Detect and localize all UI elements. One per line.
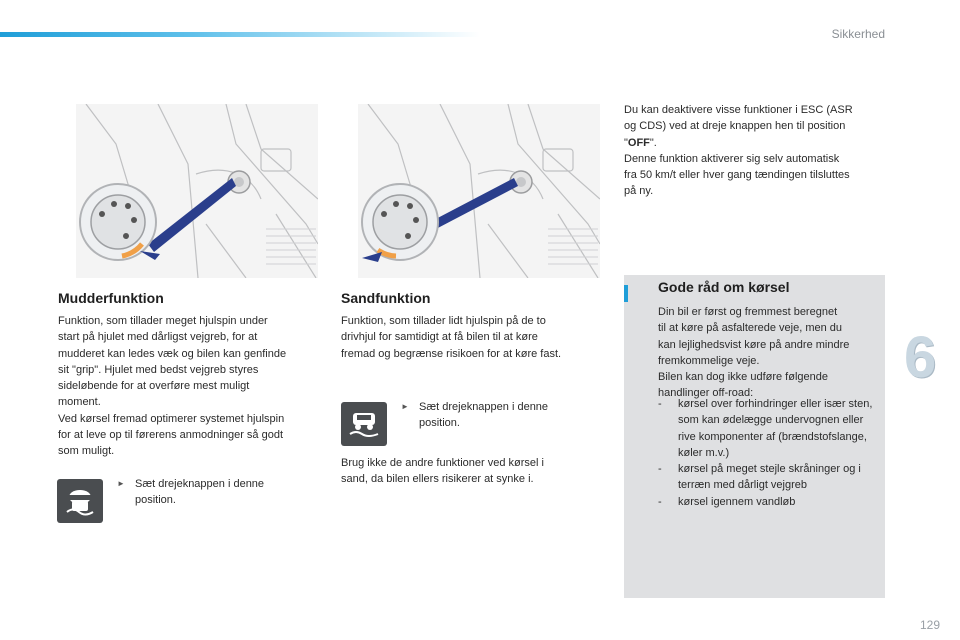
esc-deactivation-text: Du kan deaktivere visse funktioner i ESC (ASR og CDS) ved at dreje knappen hen til position "OFF". Denne funktion aktiverer sig selv automatisk fra 50 km/t eller hver gang tændingen tilsluttes på ny. bbox=[624, 104, 853, 198]
sand-mode-title: Sandfunktion bbox=[341, 290, 431, 306]
header-accent-bar bbox=[0, 32, 480, 37]
driving-advice-box bbox=[624, 275, 885, 598]
sand-mode-icon bbox=[341, 402, 387, 446]
sand-mode-warning: Brug ikke de andre funktioner ved kørsel i sand, da bilen ellers risikerer at synke i. bbox=[341, 457, 544, 486]
mud-mode-icon bbox=[57, 479, 103, 523]
list-item: - kørsel på meget stejle skråninger og i terræn med dårligt vejgreb bbox=[658, 463, 861, 492]
mud-mode-description: Funktion, som tillader meget hjulspin under start på hjulet med dårligst vejgreb, for at mudderet kan ledes væk og bilen kan genfinde sit "grip". Hjulet med bedst vejgreb styres sideløbende for at overføre mest muligt moment. Ved kørsel fremad optimerer systemet hjulspin for at leve op til førerens anmodninger så godt som muligt. bbox=[58, 315, 287, 458]
list-item: - kørsel igennem vandløb bbox=[658, 495, 796, 508]
advice-list bbox=[658, 396, 880, 510]
mud-mode-instruction: ► Sæt drejeknappen i denne position. bbox=[117, 478, 265, 507]
off-position-label: OFF bbox=[627, 136, 650, 149]
illustration-sand-mode bbox=[358, 104, 600, 278]
page-number: 129 bbox=[919, 618, 940, 632]
pointer-icon: ► bbox=[401, 402, 409, 411]
mud-mode-title: Mudderfunktion bbox=[58, 290, 164, 306]
chapter-number: 6 bbox=[904, 325, 937, 390]
info-accent-bar bbox=[624, 285, 628, 302]
sand-mode-instruction: ► Sæt drejeknappen i denne position. bbox=[401, 401, 549, 430]
sand-mode-description: Funktion, som tillader lidt hjulspin på de to drivhjul for samtidigt at få bilen til at køre fremad og begrænse risikoen for at køre fast. bbox=[341, 315, 562, 360]
list-item: - kørsel over forhindringer eller især sten, som kan ødelægge undervognen eller rive komponenter af (brændstofslange, køler m.v.) bbox=[658, 398, 873, 459]
section-title: Sikkerhed bbox=[831, 27, 885, 41]
advice-intro: Din bil er først og fremmest beregnet til at køre på asfalterede veje, men du kan lejlighedsvist køre på andre mindre fremkommelige veje. Bilen kan dog ikke udføre følgende handlinger off-road: bbox=[658, 306, 850, 400]
advice-title: Gode råd om kørsel bbox=[658, 279, 790, 295]
pointer-icon: ► bbox=[117, 479, 125, 488]
illustration-mud-mode bbox=[76, 104, 318, 278]
